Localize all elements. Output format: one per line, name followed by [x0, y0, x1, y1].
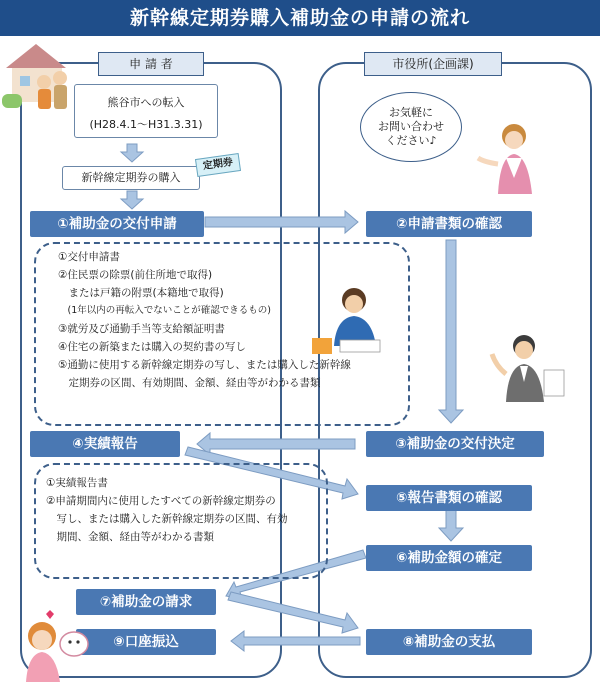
application-doc-3: ③就労及び通勤手当等支給額証明書 — [58, 323, 225, 335]
move-in-box — [74, 84, 218, 138]
purchase-box: 新幹線定期券の購入 — [62, 166, 200, 190]
step-5-report-check: ⑤報告書類の確認 — [366, 485, 532, 511]
arrow-step7-step8 — [228, 592, 358, 633]
application-doc-4: ④住宅の新築または購入の契約書の写し — [58, 341, 246, 353]
report-doc-2: ②申請期間内に使用したすべての新幹線定期券の — [46, 495, 276, 507]
staff-man-icon — [484, 330, 568, 406]
applicant-writing-icon — [310, 282, 390, 362]
arrow-step2-step3 — [439, 240, 463, 423]
report-doc-2c: 期間、金額、経由等がわかる書類 — [46, 531, 214, 543]
application-doc-2c: (1年以内の再転入でないことが確認できるもの) — [58, 305, 271, 316]
bubble-line-1: お気軽に — [389, 106, 433, 119]
application-doc-2: ②住民票の除票(前住所地で取得) — [58, 269, 213, 281]
step-7-grant-claim: ⑦補助金の請求 — [76, 589, 216, 615]
move-in-period: (H28.4.1～H31.3.31) — [89, 118, 203, 131]
move-in-text: 熊谷市への転入 — [107, 96, 185, 109]
arrow-step5-step6 — [439, 508, 463, 541]
step-6-amount-confirmation: ⑥補助金額の確定 — [366, 545, 532, 571]
report-docs-list — [46, 474, 316, 546]
application-doc-1: ①交付申請書 — [58, 251, 120, 263]
step-2-document-check: ②申請書類の確認 — [366, 211, 532, 237]
arrow-step3-step4 — [197, 433, 355, 455]
step-1-application: ①補助金の交付申請 — [30, 211, 204, 237]
application-doc-5: ⑤通勤に使用する新幹線定期券の写し、または購入した新幹線 — [58, 359, 351, 371]
step-9-bank-transfer: ⑨口座振込 — [76, 629, 216, 655]
family-house-icon — [0, 38, 88, 112]
arrow-step8-step9 — [231, 631, 360, 651]
arrow-movein-purchase — [121, 144, 143, 162]
application-doc-5b: 定期券の区間、有効期間、金額、経由等がわかる書類 — [58, 377, 321, 389]
step-8-payment: ⑧補助金の支払 — [366, 629, 532, 655]
commuter-pass-icon: 定期券 — [195, 153, 241, 177]
step-4-performance-report: ④実績報告 — [30, 431, 180, 457]
report-doc-2b: 写し、または購入した新幹線定期券の区間、有効 — [46, 513, 288, 525]
inquiry-bubble — [360, 92, 462, 162]
bubble-line-3: ください♪ — [385, 134, 437, 147]
arrow-step1-step2 — [205, 211, 358, 233]
step-3-grant-decision: ③補助金の交付決定 — [366, 431, 544, 457]
arrow-purchase-step1 — [121, 191, 143, 209]
cityhall-lane-header: 市役所(企画課) — [364, 52, 502, 76]
applicant-lane-header: 申 請 者 — [98, 52, 204, 76]
page-title: 新幹線定期券購入補助金の申請の流れ — [0, 0, 600, 36]
staff-woman-icon — [476, 118, 546, 198]
report-doc-1: ①実績報告書 — [46, 477, 108, 489]
woman-piggybank-icon — [20, 610, 92, 682]
application-doc-2b: または戸籍の附票(本籍地で取得) — [58, 287, 224, 299]
bubble-line-2: お問い合わせ — [378, 120, 444, 133]
